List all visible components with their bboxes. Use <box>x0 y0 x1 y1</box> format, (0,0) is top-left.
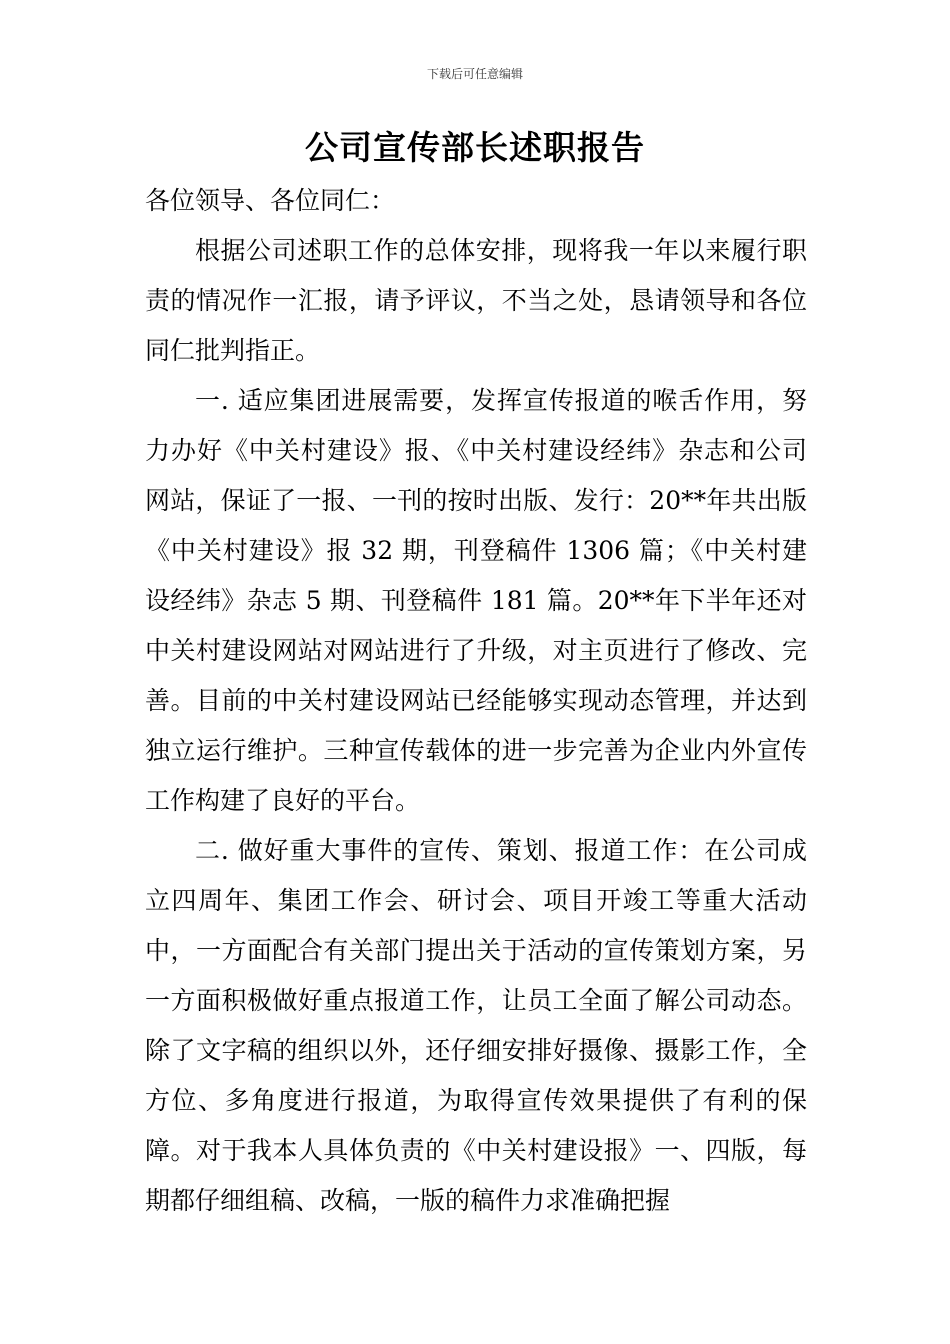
header-note: 下载后可任意编辑 <box>426 67 523 81</box>
salutation: 各位领导、各位同仁： <box>145 186 396 215</box>
paragraph-section-2: 二. 做好重大事件的宣传、策划、报道工作：在公司成立四周年、集团工作会、研讨会、项目开竣工等重大活动中，一方面配合有关部门提出关于活动的宣传策划方案，另一方面积极做好重点报道工作，让员工全面了解公司动态。除了文字稿的组织以外，还仔细安排好摄像、摄影工作，全方位、多角度进行报道，为取得宣传效果提供了有利的保障。对于我本人具体负责的《中关村建设报》一、四版，每期都仔细组稿、改稿，一版的稿件力求准确把握 <box>145 836 807 1215</box>
document-title: 公司宣传部长述职报告 <box>305 128 645 167</box>
paragraph-intro: 根据公司述职工作的总体安排，现将我一年以来履行职责的情况作一汇报，请予评议，不当之处，恳请领导和各位同仁批判指正。 <box>145 236 807 365</box>
paragraph-section-1: 一. 适应集团进展需要，发挥宣传报道的喉舌作用，努力办好《中关村建设》报、《中关村建设经纬》杂志和公司网站，保证了一报、一刊的按时出版、发行：20**年共出版《中关村建设》报 32 期，刊登稿件 1306 篇；《中关村建设经纬》杂志 5 期、刊登稿件 181 篇。20**年下半年还对中关村建设网站对网站进行了升级，对主页进行了修改、完善。目前的中关村建设网站已经能够实现动态管理，并达到独立运行维护。三种宣传载体的进一步完善为企业内外宣传工作构建了良好的平台。 <box>145 386 807 815</box>
document-body <box>145 176 807 1226</box>
